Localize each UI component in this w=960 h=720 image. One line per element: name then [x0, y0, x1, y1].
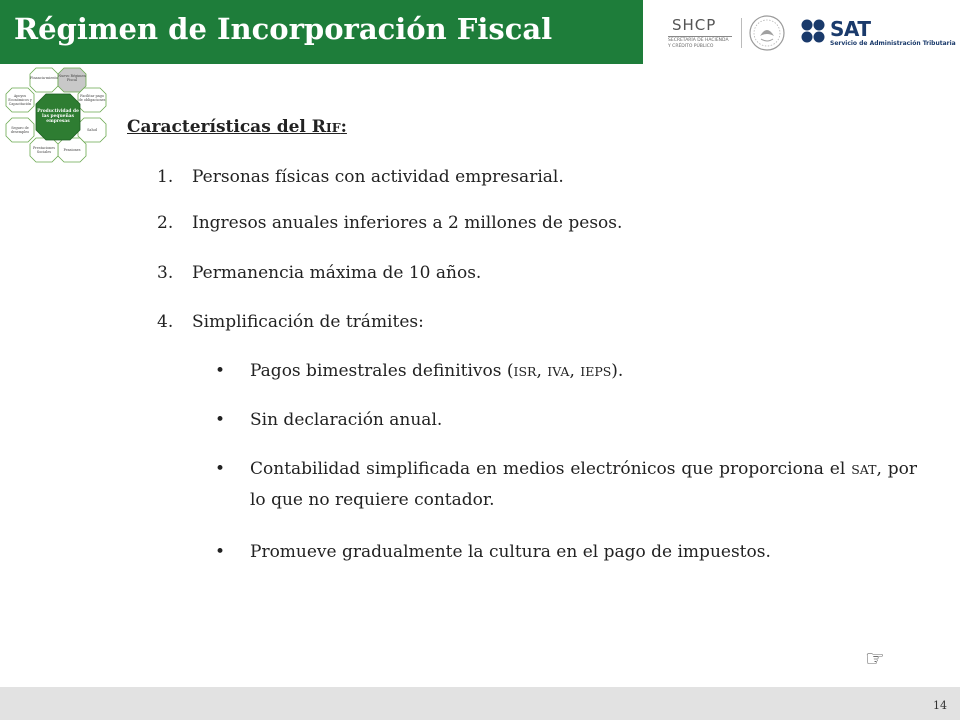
- section-heading: [127, 117, 347, 137]
- sat-subtitle: Servicio de Administración Tributaria: [830, 40, 956, 47]
- heading-rif: IF: [325, 120, 341, 135]
- header-logos: [660, 12, 956, 60]
- bullet-text-part: ,: [569, 361, 581, 381]
- diagram-node: Nuevo Régimen Fiscal: [58, 74, 86, 82]
- logo-divider: [741, 18, 742, 48]
- bullet-text-part: ).: [611, 361, 624, 381]
- bullet-text-part: , por lo que no requiere contador.: [250, 459, 917, 510]
- bullet-text: [250, 454, 917, 516]
- pointing-hand-icon: ☞: [865, 647, 885, 672]
- bullet-text: [250, 356, 917, 387]
- diagram-node: Apoyos Económicos y Capacitación: [8, 94, 32, 106]
- diagram-node: Financia-miento: [30, 76, 58, 80]
- page-number: 14: [933, 699, 947, 712]
- list-item: [157, 311, 917, 333]
- list-item: [157, 212, 917, 234]
- tax-isr: ISR: [513, 364, 537, 379]
- diagram-node: Seguro de desempleo: [10, 126, 30, 134]
- diagram-node: Pensiones: [63, 148, 81, 152]
- heading-colon: :: [340, 117, 347, 137]
- list-text: Simplificación de trámites:: [192, 312, 424, 332]
- list-text: Ingresos anuales inferiores a 2 millones de pesos.: [192, 213, 623, 233]
- mexico-seal-icon: [748, 14, 786, 52]
- title-bar: [0, 0, 643, 64]
- list-number: 1.: [157, 167, 174, 187]
- shcp-subtitle: [668, 38, 729, 50]
- diagram-node: Facilitar pago de obligaciones: [78, 94, 106, 102]
- bullet-text-part: Pagos bimestrales definitivos (: [250, 361, 514, 381]
- list-text: Permanencia máxima de 10 años.: [192, 263, 482, 283]
- list-text: Personas físicas con actividad empresarial.: [192, 167, 564, 187]
- sat-abbrev: SAT: [851, 462, 877, 477]
- shcp-subtitle-line-1: SECRETARÍA DE HACIENDA: [668, 38, 729, 43]
- bullet-dot-icon: •: [215, 459, 226, 479]
- list-item: [157, 262, 917, 284]
- diagram-node: Salud: [87, 128, 97, 132]
- diagram-node: Prestaciones Sociales: [33, 146, 55, 154]
- list-number: 4.: [157, 312, 174, 332]
- bullet-text: Sin declaración anual.: [250, 410, 443, 430]
- shcp-subtitle-line-2: Y CRÉDITO PÚBLICO: [668, 44, 714, 49]
- tax-iva: IVA: [547, 364, 570, 379]
- bullet-text-part: Contabilidad simplificada en medios electrónicos que proporciona el: [250, 459, 852, 479]
- bullet-dot-icon: •: [215, 542, 226, 562]
- shcp-logo-text: SHCP: [672, 16, 717, 34]
- shcp-rule: [668, 36, 732, 37]
- list-item: [157, 166, 917, 188]
- list-number: 3.: [157, 263, 174, 283]
- diagram-center-label: Productividad de las pequeñas empresas: [37, 109, 79, 124]
- bullet-dot-icon: •: [215, 410, 226, 430]
- bullet-dot-icon: •: [215, 361, 226, 381]
- tax-ieps: IEPS: [580, 364, 612, 379]
- bullet-text-part: ,: [536, 361, 548, 381]
- list-number: 2.: [157, 213, 174, 233]
- footer-bar: [0, 687, 960, 720]
- slide-title: Régimen de Incorporación Fiscal: [14, 12, 553, 46]
- sat-logo-icon: [800, 18, 826, 44]
- bullet-text: Promueve gradualmente la cultura en el pago de impuestos.: [250, 542, 771, 562]
- heading-text: Características del R: [127, 117, 326, 137]
- sat-logo-text: SAT: [830, 17, 871, 41]
- octagon-diagram: [0, 64, 115, 176]
